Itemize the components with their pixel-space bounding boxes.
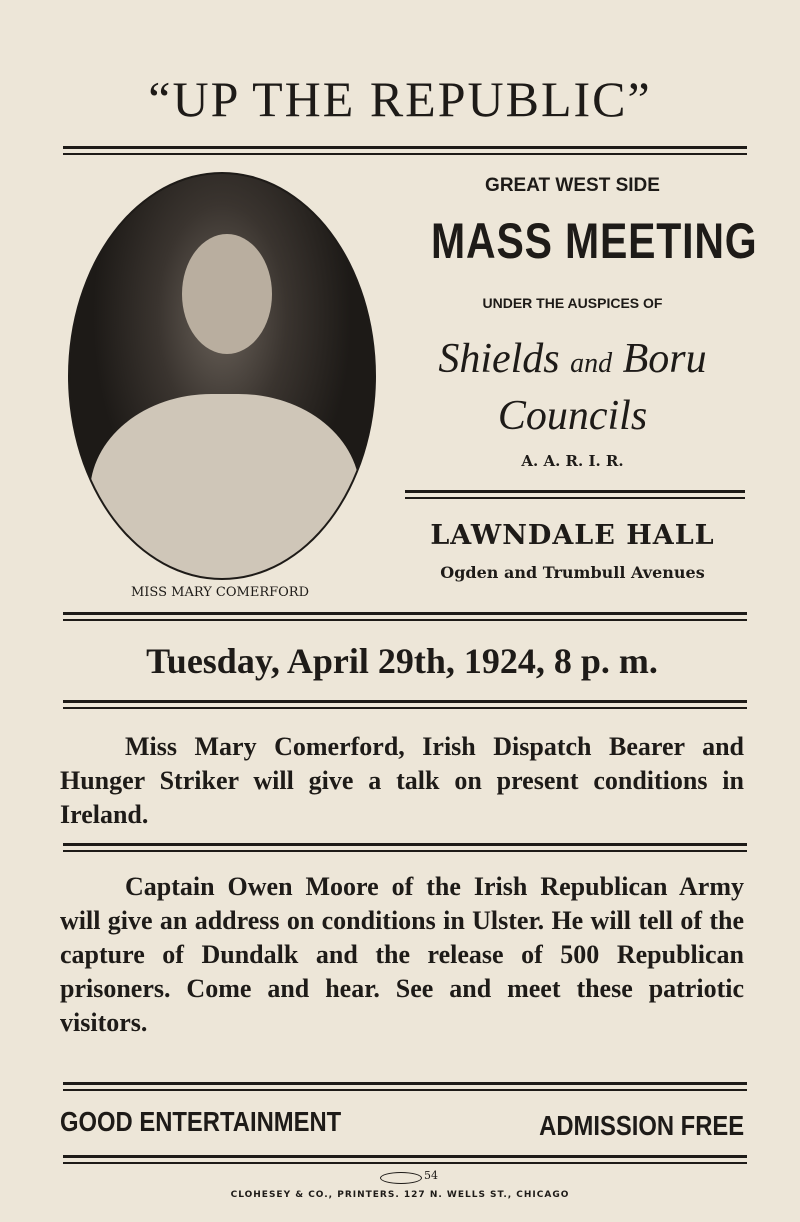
venue-address: Ogden and Trumbull Avenues [440, 563, 705, 582]
admission-free: ADMISSION FREE [539, 1110, 744, 1141]
divider [63, 700, 747, 709]
good-entertainment: GOOD ENTERTAINMENT [60, 1106, 342, 1137]
header-line1: GREAT WEST SIDE [485, 175, 660, 196]
divider [63, 1155, 747, 1164]
boru: Boru [622, 336, 707, 382]
councils-line [400, 335, 745, 388]
divider [63, 843, 747, 852]
header-auspices: UNDER THE AUSPICES OF [482, 295, 663, 311]
divider [63, 1082, 747, 1091]
printer-credit: CLOHESEY & CO., PRINTERS. 127 N. WELLS ST., CHICAGO [230, 1190, 570, 1200]
aarir: A. A. R. I. R. [521, 452, 624, 470]
divider [63, 146, 747, 155]
councils: Councils [497, 393, 648, 439]
portrait-caption: MISS MARY COMERFORD [130, 585, 310, 600]
and: and [570, 348, 613, 379]
venue-name: LAWNDALE HALL [430, 520, 715, 551]
paragraph-moore: Captain Owen Moore of the Irish Republican Army will give an address on conditions in Ulster. He will tell of the capture of Dundalk and the release of 500 Republican prisoners. Come and hear. See and meet these patriotic visitors. [60, 872, 744, 1037]
paragraph-comerford: Miss Mary Comerford, Irish Dispatch Bearer and Hunger Striker will give a talk on present conditions in Ireland. [60, 732, 744, 829]
header-mass-meeting: MASS MEETING [431, 213, 758, 269]
event-date: Tuesday, April 29th, 1924, 8 p. m. [146, 641, 658, 681]
poster-title: “UP THE REPUBLIC” [148, 71, 652, 127]
divider [63, 612, 747, 621]
shields: Shields [438, 336, 560, 382]
union-label-number: 54 [424, 1169, 438, 1182]
portrait-photo [68, 172, 376, 580]
union-label-icon [380, 1172, 422, 1184]
divider [405, 490, 745, 499]
